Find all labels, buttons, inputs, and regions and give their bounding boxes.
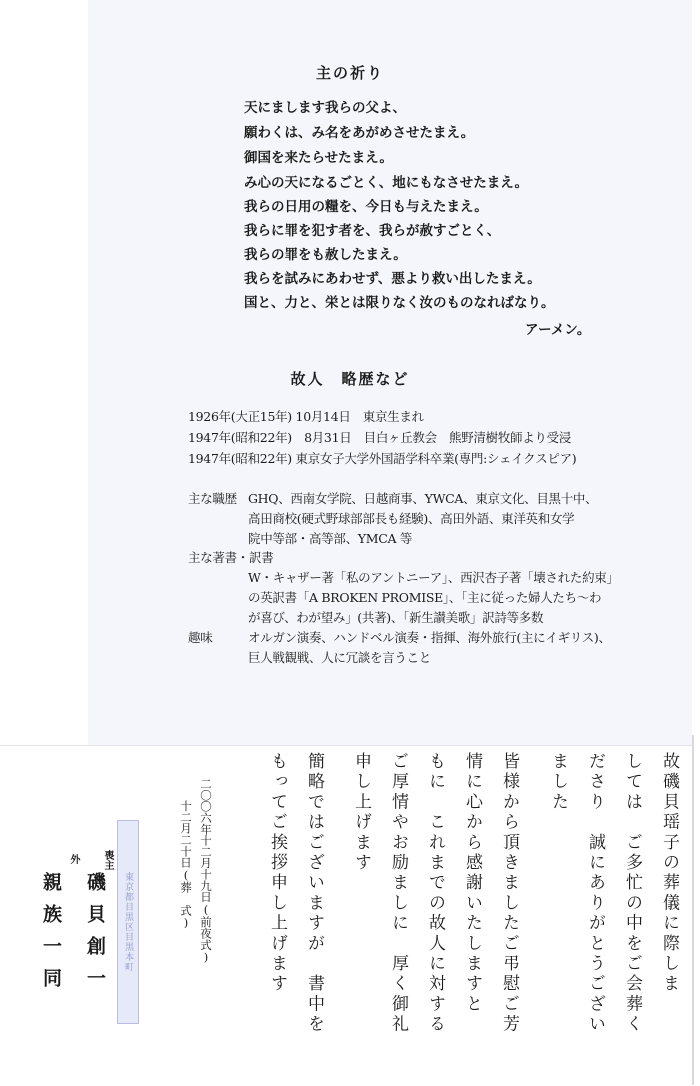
prayer-title: 主の祈り xyxy=(315,64,384,82)
prayer-line: 我らの罪をも赦したまえ。 xyxy=(244,247,407,263)
prayer-line: 願わくは、み名をあがめさせたまえ。 xyxy=(244,125,475,141)
message-column: ださり 誠にありがとうござい xyxy=(585,752,605,1035)
prayer-line: 我らの日用の糧を、今日も与えたまえ。 xyxy=(244,199,488,215)
prayer-line: 天にまします我らの父よ、 xyxy=(244,100,406,116)
sheet-edge xyxy=(692,735,694,1085)
timeline-entry: 1926年(大正15年) 10月14日 東京生まれ xyxy=(188,409,424,424)
family-name: 親族一同 xyxy=(40,872,62,1000)
chief-mourner-label: 喪主 xyxy=(102,850,113,870)
career-line: 高田商校(硬式野球部部長も経験)、高田外語、東洋英和女学 xyxy=(248,511,575,526)
prayer-amen: アーメン。 xyxy=(525,322,591,338)
timeline-entry: 1947年(昭和22年) 8月31日 目白ヶ丘教会 熊野清樹牧師より受浸 xyxy=(188,430,572,445)
message-column: ご厚情やお励ましに 厚く御礼 xyxy=(388,752,408,1035)
hobby-line: 巨人戦観戦、人に冗談を言うこと xyxy=(248,650,432,665)
message-column: もってご挨拶申し上げます xyxy=(267,752,287,995)
biography-title: 故人 略歴など xyxy=(290,370,410,388)
message-column: 申し上げます xyxy=(351,752,371,874)
message-column: もに これまでの故人に対する xyxy=(425,752,445,1035)
prayer-line: み心の天になるごとく、地にもなさせたまえ。 xyxy=(244,175,529,191)
prayer-line: 我らを試みにあわせず、悪より救い出したまえ。 xyxy=(244,271,541,287)
chief-mourner-name: 磯貝創一 xyxy=(84,872,106,1000)
prayer-line: 我らに罪を犯す者を、我らが赦すごとく、 xyxy=(244,223,501,239)
message-column: ました xyxy=(548,752,568,813)
hobby-line: オルガン演奏、ハンドベル演奏・指揮、海外旅行(主にイギリス)、 xyxy=(248,630,611,645)
message-column: 情に心から感謝いたしますと xyxy=(462,752,482,1015)
career-line: GHQ、西南女学院、日越商事、YWCA、東京文化、目黒十中、 xyxy=(248,491,598,506)
prayer-line: 御国を来たらせたまえ。 xyxy=(244,150,393,166)
message-column: しては ご多忙の中をご会葬く xyxy=(622,752,642,1035)
message-column: 故磯貝瑶子の葬儀に際しま xyxy=(659,752,679,995)
date-line: 二〇〇六年十二月十九日(前夜式) xyxy=(199,778,213,964)
prayer-line: 国と、力と、栄とは限りなく汝のものなればなり。 xyxy=(244,295,555,311)
timeline-entry: 1947年(昭和22年) 東京女子大学外国語学科卒業(専門:シェイクスピア) xyxy=(188,451,577,466)
family-label: 外 xyxy=(68,854,79,864)
address-stamp: 東京都目黒区目黒本町 xyxy=(117,820,139,1024)
date-line: 十二月二十日(葬 式) xyxy=(179,800,193,930)
career-label: 主な職歴 xyxy=(188,491,237,506)
hobby-label: 趣味 xyxy=(188,630,213,645)
works-line: の英訳書「A BROKEN PROMISE」、「主に従った婦人たち〜わ xyxy=(248,590,602,605)
works-line: が喜び、わが望み」(共著)、「新生讃美歌」訳詩等多数 xyxy=(248,610,544,625)
message-column: 簡略ではございますが 書中を xyxy=(304,752,324,1035)
career-line: 院中等部・高等部、YMCA 等 xyxy=(248,531,413,546)
works-label: 主な著書・訳書 xyxy=(188,550,274,565)
message-column: 皆様から頂きましたご弔慰ご芳 xyxy=(499,752,519,1035)
works-line: W・キャザー著「私のアントニーア」、西沢杏子著「壊された約束」 xyxy=(248,570,619,585)
